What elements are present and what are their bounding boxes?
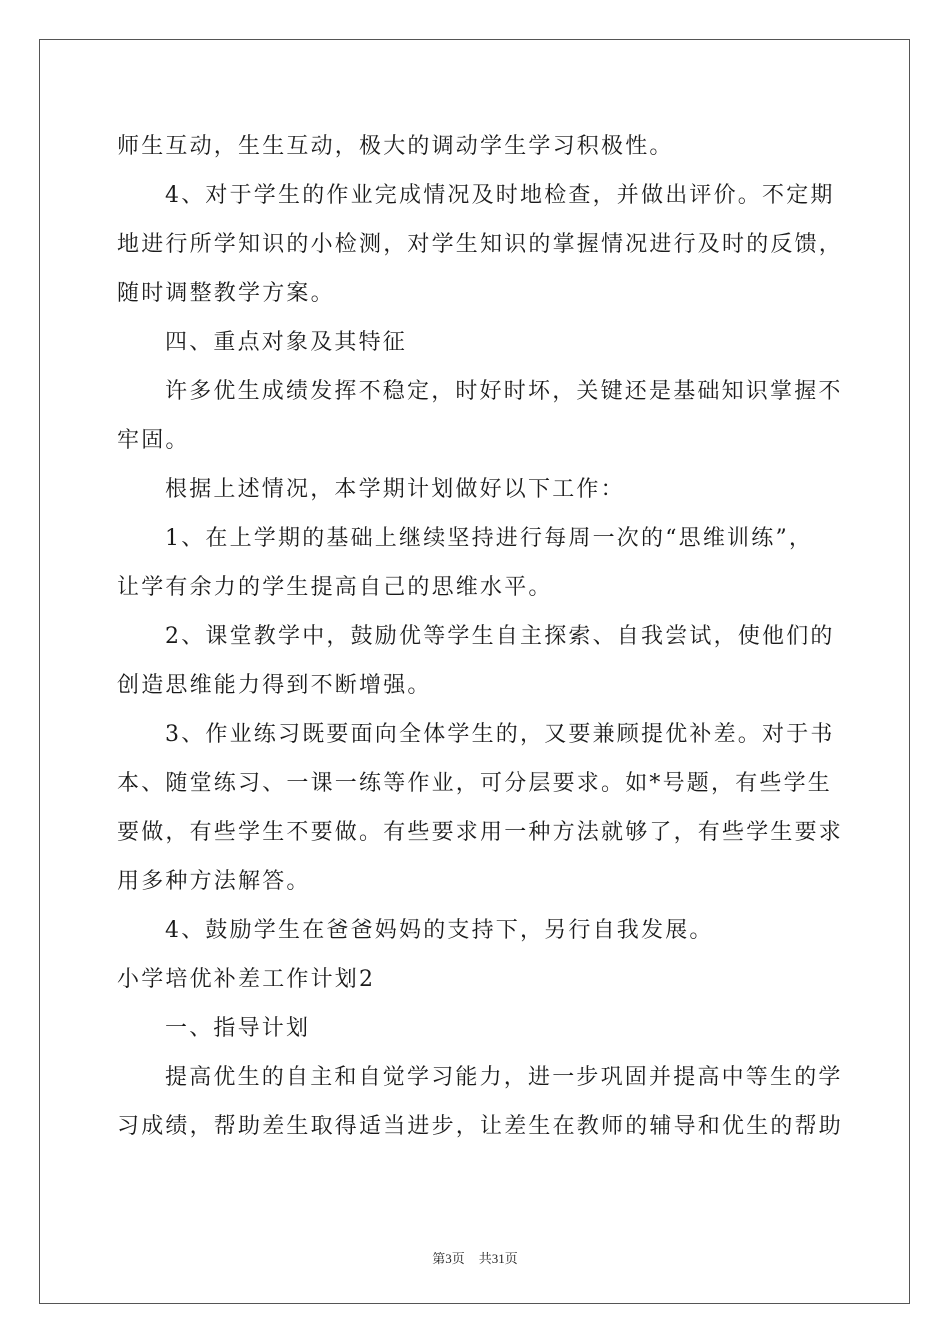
document-body xyxy=(117,127,844,1156)
text-line: 小学培优补差工作计划2 xyxy=(117,967,376,992)
text-line: 许多优生成绩发挥不稳定，时好时坏，关键还是基础知识掌握不 xyxy=(165,379,843,404)
page-number: 第3页 xyxy=(432,1251,465,1266)
text-line: 1、在上学期的基础上继续坚持进行每周一次的“思维训练”， xyxy=(165,526,814,551)
text-line: 4、对于学生的作业完成情况及时地检查，并做出评价。不定期 xyxy=(165,183,835,208)
text-line: 地进行所学知识的小检测，对学生知识的掌握情况进行及时的反馈， xyxy=(117,232,844,257)
text-line: 一、指导计划 xyxy=(165,1016,311,1041)
text-line: 创造思维能力得到不断增强。 xyxy=(117,673,432,698)
text-line: 4、鼓励学生在爸爸妈妈的支持下，另行自我发展。 xyxy=(165,918,714,943)
page-footer xyxy=(0,1248,950,1267)
text-line: 要做，有些学生不要做。有些要求用一种方法就够了，有些学生要求 xyxy=(117,820,844,845)
text-line: 根据上述情况，本学期计划做好以下工作： xyxy=(165,477,625,502)
text-line: 本、随堂练习、一课一练等作业，可分层要求。如*号题，有些学生 xyxy=(117,771,833,796)
text-line: 习成绩，帮助差生取得适当进步，让差生在教师的辅导和优生的帮助 xyxy=(117,1114,844,1139)
text-line: 四、重点对象及其特征 xyxy=(165,330,408,355)
text-line: 让学有余力的学生提高自己的思维水平。 xyxy=(117,575,553,600)
text-line: 随时调整教学方案。 xyxy=(117,281,335,306)
text-line: 牢固。 xyxy=(117,428,190,453)
text-line: 用多种方法解答。 xyxy=(117,869,311,894)
text-line: 提高优生的自主和自觉学习能力，进一步巩固并提高中等生的学 xyxy=(165,1065,843,1090)
page-total: 共31页 xyxy=(478,1251,518,1266)
text-line: 2、课堂教学中，鼓励优等学生自主探索、自我尝试，使他们的 xyxy=(165,624,835,649)
text-line: 师生互动，生生互动，极大的调动学生学习积极性。 xyxy=(117,134,674,159)
text-line: 3、作业练习既要面向全体学生的，又要兼顾提优补差。对于书 xyxy=(165,722,835,747)
